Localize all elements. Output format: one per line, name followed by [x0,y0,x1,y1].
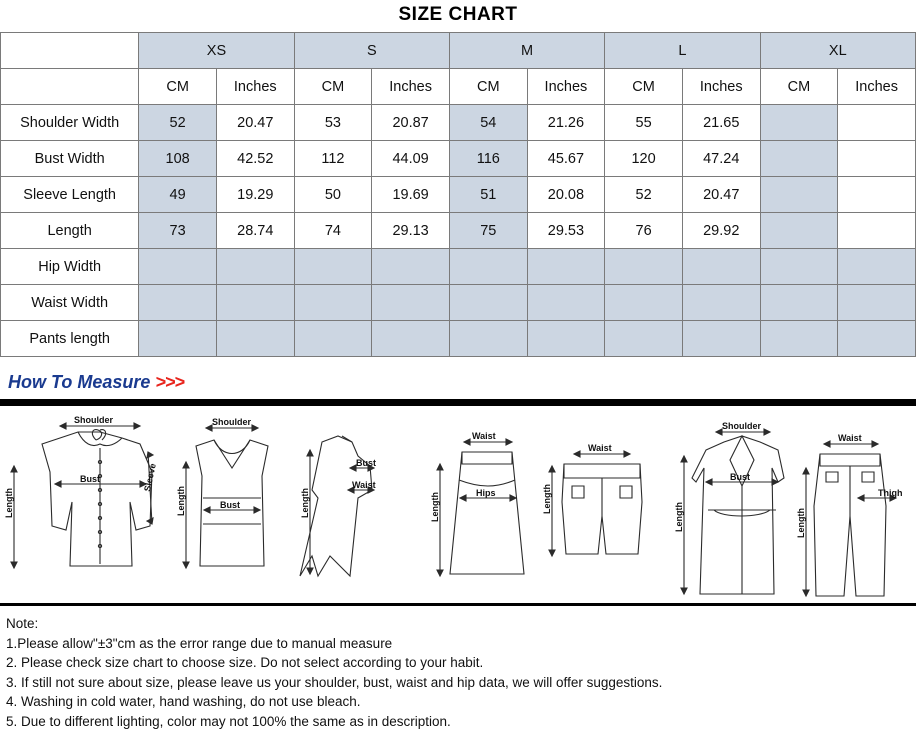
cell-shoulder-l-in: 21.65 [682,105,760,141]
size-header-m: M [449,33,604,69]
unit-header-xl-cm: CM [760,69,838,105]
table-row [1,105,916,141]
arrows-icon: >>> [155,372,184,392]
size-header-s: S [294,33,449,69]
table-row [1,213,916,249]
cell-length-m-cm: 75 [449,213,527,249]
cell-shoulder-s-cm: 53 [294,105,372,141]
cell-hip-xl-in [838,249,916,285]
row-label-waist-width: Waist Width [1,285,139,321]
figure-shorts [542,443,642,556]
unit-header-xs-cm: CM [139,69,217,105]
cell-bust-xl-cm [760,141,838,177]
cell-pants-m-in [527,321,605,357]
cell-pants-xl-in [838,321,916,357]
note-line-3: 3. If still not sure about size, please leave us your shoulder, bust, waist and hip data, we will offer suggestions. [6,674,663,690]
cell-shoulder-xs-in: 20.47 [216,105,294,141]
cell-length-m-in: 29.53 [527,213,605,249]
notes-heading: Note: [6,616,39,631]
cell-waist-l-in [682,285,760,321]
how-to-measure-label: How To Measure [8,372,151,392]
cell-pants-l-in [682,321,760,357]
figure-pants [796,433,903,596]
cell-pants-xs-cm [139,321,217,357]
cell-sleeve-m-in: 20.08 [527,177,605,213]
row-label-hip-width: Hip Width [1,249,139,285]
svg-text:Shoulder: Shoulder [74,415,114,425]
cell-length-xl-cm [760,213,838,249]
row-label-shoulder-width: Shoulder Width [1,105,139,141]
size-header-l: L [605,33,760,69]
size-header-xs: XS [139,33,294,69]
cell-shoulder-xl-in [838,105,916,141]
size-chart-table [0,32,916,357]
row-label-bust-width: Bust Width [1,141,139,177]
cell-sleeve-xl-in [838,177,916,213]
cell-sleeve-xl-cm [760,177,838,213]
svg-text:Hips: Hips [476,488,496,498]
svg-text:Bust: Bust [80,474,100,484]
svg-text:Shoulder: Shoulder [722,421,762,431]
cell-bust-m-in: 45.67 [527,141,605,177]
cell-hip-s-in [372,249,450,285]
cell-waist-xs-cm [139,285,217,321]
row-label-length: Length [1,213,139,249]
page-title: SIZE CHART [398,4,518,25]
svg-text:Waist: Waist [472,431,496,441]
unit-header-l-inches: Inches [682,69,760,105]
svg-text:Length: Length [542,484,552,514]
cell-pants-s-cm [294,321,372,357]
cell-bust-l-cm: 120 [605,141,683,177]
svg-text:Waist: Waist [588,443,612,453]
note-line-4: 4. Washing in cold water, hand washing, do not use bleach. [6,694,361,709]
cell-sleeve-xs-cm: 49 [139,177,217,213]
unit-header-m-inches: Inches [527,69,605,105]
table-row [1,141,916,177]
note-line-2: 2. Please check size chart to choose size. Do not select according to your habit. [6,655,484,670]
cell-waist-l-cm [605,285,683,321]
svg-text:Bust: Bust [220,500,240,510]
cell-shoulder-m-cm: 54 [449,105,527,141]
table-row [1,249,916,285]
cell-sleeve-s-cm: 50 [294,177,372,213]
cell-hip-l-in [682,249,760,285]
cell-waist-xl-in [838,285,916,321]
unit-header-l-cm: CM [605,69,683,105]
note-line-1: 1.Please allow"±3"cm as the error range due to manual measure [6,635,393,651]
cell-pants-xl-cm [760,321,838,357]
cell-sleeve-l-in: 20.47 [682,177,760,213]
cell-shoulder-s-in: 20.87 [372,105,450,141]
cell-sleeve-l-cm: 52 [605,177,683,213]
row-label-sleeve-length: Sleeve Length [1,177,139,213]
cell-bust-s-in: 44.09 [372,141,450,177]
cell-length-l-cm: 76 [605,213,683,249]
cell-shoulder-xs-cm: 52 [139,105,217,141]
cell-pants-m-cm [449,321,527,357]
figure-coat [674,421,784,594]
cell-hip-s-cm [294,249,372,285]
cell-bust-l-in: 47.24 [682,141,760,177]
row-label-pants-length: Pants length [1,321,139,357]
svg-text:Length: Length [300,488,310,518]
cell-sleeve-s-in: 19.69 [372,177,450,213]
svg-text:Length: Length [430,492,440,522]
cell-waist-xs-in [216,285,294,321]
unit-header-s-cm: CM [294,69,372,105]
table-corner-cell [1,33,139,69]
cell-hip-xs-in [216,249,294,285]
unit-header-m-cm: CM [449,69,527,105]
figure-skirt [430,431,524,576]
cell-shoulder-m-in: 21.26 [527,105,605,141]
svg-text:Bust: Bust [356,458,376,468]
svg-text:Waist: Waist [838,433,862,443]
cell-waist-s-in [372,285,450,321]
svg-text:Thigh: Thigh [878,488,903,498]
cell-hip-xl-cm [760,249,838,285]
unit-header-xl-inches: Inches [838,69,916,105]
figure-blouse [4,415,158,568]
cell-hip-l-cm [605,249,683,285]
svg-text:Sleeve: Sleeve [142,462,158,493]
svg-text:Shoulder: Shoulder [212,417,252,427]
cell-bust-xs-in: 42.52 [216,141,294,177]
figure-camisole [176,417,268,568]
cell-hip-m-cm [449,249,527,285]
cell-bust-xl-in [838,141,916,177]
unit-header-xs-inches: Inches [216,69,294,105]
cell-length-l-in: 29.92 [682,213,760,249]
notes-section [0,606,916,731]
svg-text:Length: Length [176,486,186,516]
svg-text:Waist: Waist [352,480,376,490]
cell-sleeve-xs-in: 19.29 [216,177,294,213]
cell-length-xs-cm: 73 [139,213,217,249]
cell-waist-m-in [527,285,605,321]
cell-pants-xs-in [216,321,294,357]
cell-hip-m-in [527,249,605,285]
cell-bust-s-cm: 112 [294,141,372,177]
svg-text:Length: Length [4,488,14,518]
cell-waist-m-cm [449,285,527,321]
cell-length-s-cm: 74 [294,213,372,249]
cell-pants-l-cm [605,321,683,357]
cell-bust-xs-cm: 108 [139,141,217,177]
svg-text:Bust: Bust [730,472,750,482]
note-line-5: 5. Due to different lighting, color may not 100% the same as in description. [6,713,451,729]
cell-shoulder-xl-cm [760,105,838,141]
measurement-figures [0,406,916,606]
cell-length-xs-in: 28.74 [216,213,294,249]
table-header-sizes [1,33,916,69]
unit-header-s-inches: Inches [372,69,450,105]
table-corner-cell-2 [1,69,139,105]
divider-rule [0,399,916,406]
table-row [1,285,916,321]
cell-waist-s-cm [294,285,372,321]
table-row [1,321,916,357]
svg-text:Length: Length [796,508,806,538]
cell-waist-xl-cm [760,285,838,321]
cell-hip-xs-cm [139,249,217,285]
figure-dress [300,436,376,576]
table-row [1,177,916,213]
cell-shoulder-l-cm: 55 [605,105,683,141]
cell-length-xl-in [838,213,916,249]
cell-sleeve-m-cm: 51 [449,177,527,213]
cell-pants-s-in [372,321,450,357]
cell-bust-m-cm: 116 [449,141,527,177]
size-header-xl: XL [760,33,915,69]
how-to-measure-header [0,369,916,399]
svg-text:Length: Length [674,502,684,532]
cell-length-s-in: 29.13 [372,213,450,249]
table-header-units [1,69,916,105]
